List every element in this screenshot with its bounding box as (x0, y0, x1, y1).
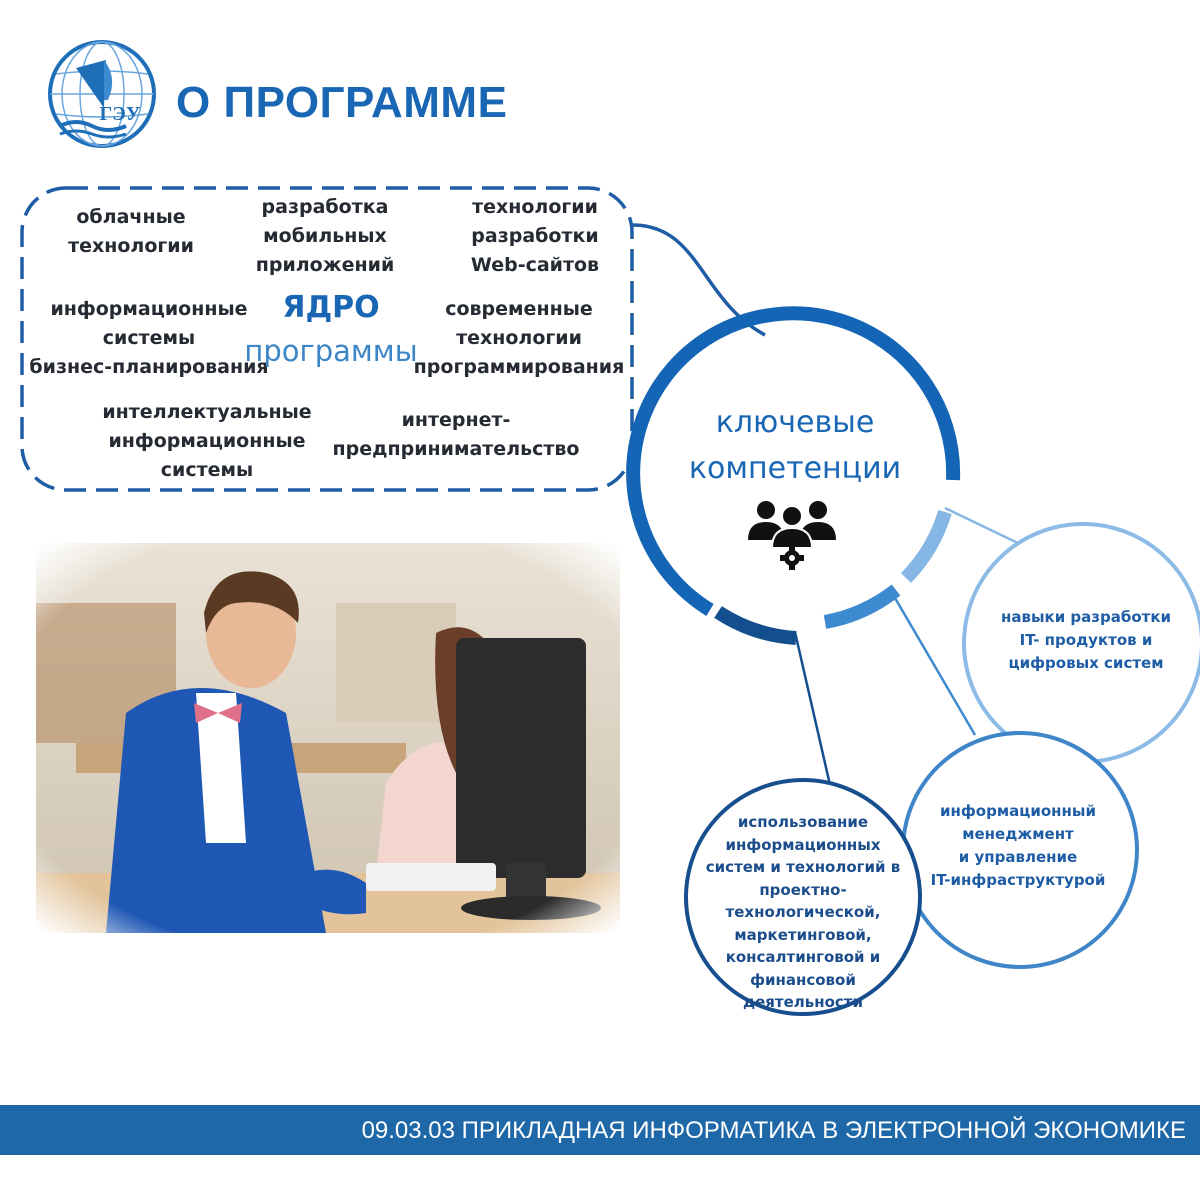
competency-it-management: информационный менеджмент и управление IT-инфраструктурой (930, 802, 1106, 889)
core-item-entrepreneurship: интернет- предпринимательство (332, 409, 580, 460)
footer-bar (0, 1105, 1200, 1155)
core-item-programming: современные технологии программирования (413, 298, 625, 378)
core-item-cloud: облачные технологии (68, 206, 194, 257)
competency-systems-usage: использование информационных систем и технологий в проектно- технологической, маркетинговой, консалтинговой и финансовой деятельности (705, 813, 901, 1011)
key-ring-seg-right2 (906, 512, 945, 578)
core-item-mobile: разработка мобильных приложений (255, 196, 395, 276)
page-title: О ПРОГРАММЕ (176, 78, 508, 127)
logo-text: ГЭУ (99, 103, 141, 125)
competency-it-products: навыки разработки IT- продуктов и цифровых систем (1000, 608, 1172, 672)
team-gear-icon (748, 501, 836, 570)
core-item-intelligent: интеллектуальные информационные системы (102, 401, 312, 481)
core-subtitle: программы (244, 334, 418, 368)
core-item-business-planning: информационные системы бизнес-планирования (29, 298, 269, 378)
footer-text: 09.03.03 ПРИКЛАДНАЯ ИНФОРМАТИКА В ЭЛЕКТРОННОЙ ЭКОНОМИКЕ (361, 1117, 1186, 1144)
connector-2 (895, 598, 975, 735)
key-competencies-label: ключевые компетенции (688, 405, 902, 486)
connector-3 (795, 632, 830, 785)
key-ring-seg-bottom (718, 612, 796, 638)
core-item-web: технологии разработки Web-сайтов (470, 196, 600, 276)
students-photo (36, 543, 620, 933)
core-title: ЯДРО (282, 290, 380, 325)
key-ring-seg-right1 (825, 590, 896, 622)
connector-1 (945, 508, 1022, 545)
